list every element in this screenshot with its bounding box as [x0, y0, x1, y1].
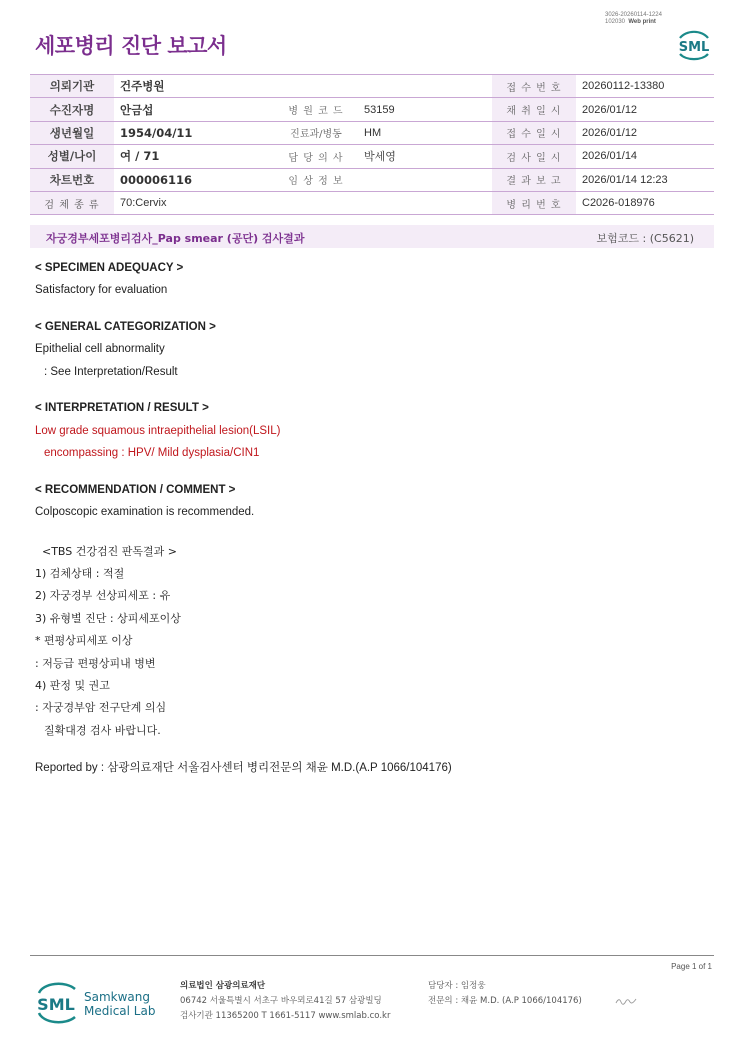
web-print-label: Web print: [628, 19, 656, 25]
info-row: [30, 191, 714, 214]
recommendation-text: Colposcopic examination is recommended.: [35, 506, 255, 518]
page-title: 세포병리 진단 보고서: [35, 34, 227, 58]
tbs-item: 2) 자궁경부 선상피세포 : 유: [35, 589, 171, 602]
chart-number-value: 000006116: [114, 168, 274, 191]
patient-name-label: 수진자명: [30, 98, 114, 121]
physician-value: 박세영: [358, 145, 492, 168]
test-name: 자궁경부세포병리검사_Pap smear (공단) 검사결과: [46, 232, 305, 245]
tbs-item: 질확대경 검사 바랍니다.: [44, 724, 161, 737]
manager-name: 임정웅: [460, 981, 486, 991]
info-row: [30, 75, 714, 98]
pathology-number-label: 병 리 번 호: [492, 191, 576, 214]
patient-name-value: 안금섭: [114, 98, 274, 121]
footer-org-info: [180, 979, 390, 1024]
department-label: 진료과/병동: [274, 121, 358, 144]
result-report-value: 2026/01/14 12:23: [576, 168, 714, 191]
hospital-code-value: 53159: [358, 98, 492, 121]
specimen-type-value: 70:Cervix: [114, 191, 274, 214]
recommendation-heading: < RECOMMENDATION / COMMENT >: [35, 484, 236, 496]
physician-label: 담 당 의 사: [274, 145, 358, 168]
manager-label: 담당자 :: [428, 981, 459, 991]
test-date-value: 2026/01/14: [576, 145, 714, 168]
footer-staff-info: [428, 979, 582, 1009]
specimen-adequacy-heading: < SPECIMEN ADEQUACY >: [35, 262, 184, 274]
insurance-code: 보험코드 : (C5621): [596, 232, 694, 245]
tbs-title: <TBS 건강검진 판독결과 >: [42, 545, 177, 558]
birth-date-label: 생년월일: [30, 121, 114, 144]
info-row: [30, 98, 714, 121]
tbs-item: 4) 판정 및 권고: [35, 679, 110, 692]
samkwang-logo-icon: [36, 980, 166, 1026]
hospital-code-label: 병 원 코 드: [274, 98, 358, 121]
svg-text:SML: SML: [37, 995, 75, 1014]
general-categorization-text: Epithelial cell abnormality: [35, 343, 165, 355]
tbs-item: 1) 검체상태 : 적절: [35, 567, 125, 580]
specialist-label: 전문의 :: [428, 996, 459, 1006]
result-report-label: 결 과 보 고: [492, 168, 576, 191]
test-header-band: [30, 225, 714, 248]
sex-age-value: 여 / 71: [114, 145, 274, 168]
document-code: [605, 12, 662, 26]
document-code-line1: 3026-20260114-1224: [605, 12, 662, 18]
interpretation-heading: < INTERPRETATION / RESULT >: [35, 402, 209, 414]
birth-date-value: 1954/04/11: [114, 121, 274, 144]
info-row: [30, 145, 714, 168]
accession-number-value: 20260112-13380: [576, 75, 714, 98]
general-categorization-heading: < GENERAL CATEGORIZATION >: [35, 321, 216, 333]
svg-text:SML: SML: [678, 40, 710, 55]
collection-date-value: 2026/01/12: [576, 98, 714, 121]
accession-number-label: 접 수 번 호: [492, 75, 576, 98]
document-code-line2: 102030: [605, 19, 626, 25]
patient-info-table: [30, 74, 714, 215]
collection-date-label: 채 취 일 시: [492, 98, 576, 121]
chart-number-label: 차트번호: [30, 168, 114, 191]
org-contact: 검사기관 11365200 T 1661-5117 www.smlab.co.kr: [180, 1011, 391, 1021]
receipt-date-label: 접 수 일 시: [492, 121, 576, 144]
test-date-label: 검 사 일 시: [492, 145, 576, 168]
requesting-institution-label: 의뢰기관: [30, 75, 114, 98]
footer-divider: [30, 955, 714, 956]
svg-text:Samkwang: Samkwang: [84, 990, 150, 1004]
interpretation-detail: encompassing : HPV/ Mild dysplasia/CIN1: [44, 447, 260, 459]
sml-logo-icon: [674, 27, 714, 63]
tbs-item: 3) 유형별 진단 : 상피세포이상: [35, 612, 181, 625]
info-row: [30, 168, 714, 191]
specimen-type-label: 검 체 종 류: [30, 191, 114, 214]
interpretation-result: Low grade squamous intraepithelial lesion(LSIL): [35, 425, 281, 437]
tbs-item: * 편평상피세포 이상: [35, 634, 133, 647]
svg-text:Medical Lab: Medical Lab: [84, 1004, 156, 1018]
pathology-number-value: C2026-018976: [576, 191, 714, 214]
receipt-date-value: 2026/01/12: [576, 121, 714, 144]
requesting-institution-value: 건주병원: [114, 75, 274, 98]
department-value: HM: [358, 121, 492, 144]
tbs-item: : 자궁경부암 전구단계 의심: [35, 701, 167, 714]
tbs-item: : 저등급 편평상피내 병변: [35, 657, 156, 670]
clinical-info-label: 임 상 정 보: [274, 168, 358, 191]
general-categorization-note: : See Interpretation/Result: [44, 366, 178, 378]
org-name: 의료법인 삼광의료재단: [180, 981, 266, 991]
org-address: 06742 서울특별시 서초구 바우뫼로41길 57 삼광빌딩: [180, 996, 382, 1006]
reported-by: Reported by : 삼광의료재단 서울검사센터 병리전문의 채윤 M.D.(A.P 1066/104176): [35, 762, 452, 774]
signature-icon: [614, 994, 638, 1008]
specialist-name: 채윤 M.D. (A.P 1066/104176): [460, 996, 582, 1006]
info-row: [30, 121, 714, 144]
specimen-adequacy-text: Satisfactory for evaluation: [35, 284, 168, 296]
page-number: Page 1 of 1: [671, 962, 712, 971]
clinical-info-value: [358, 168, 492, 191]
sex-age-label: 성별/나이: [30, 145, 114, 168]
